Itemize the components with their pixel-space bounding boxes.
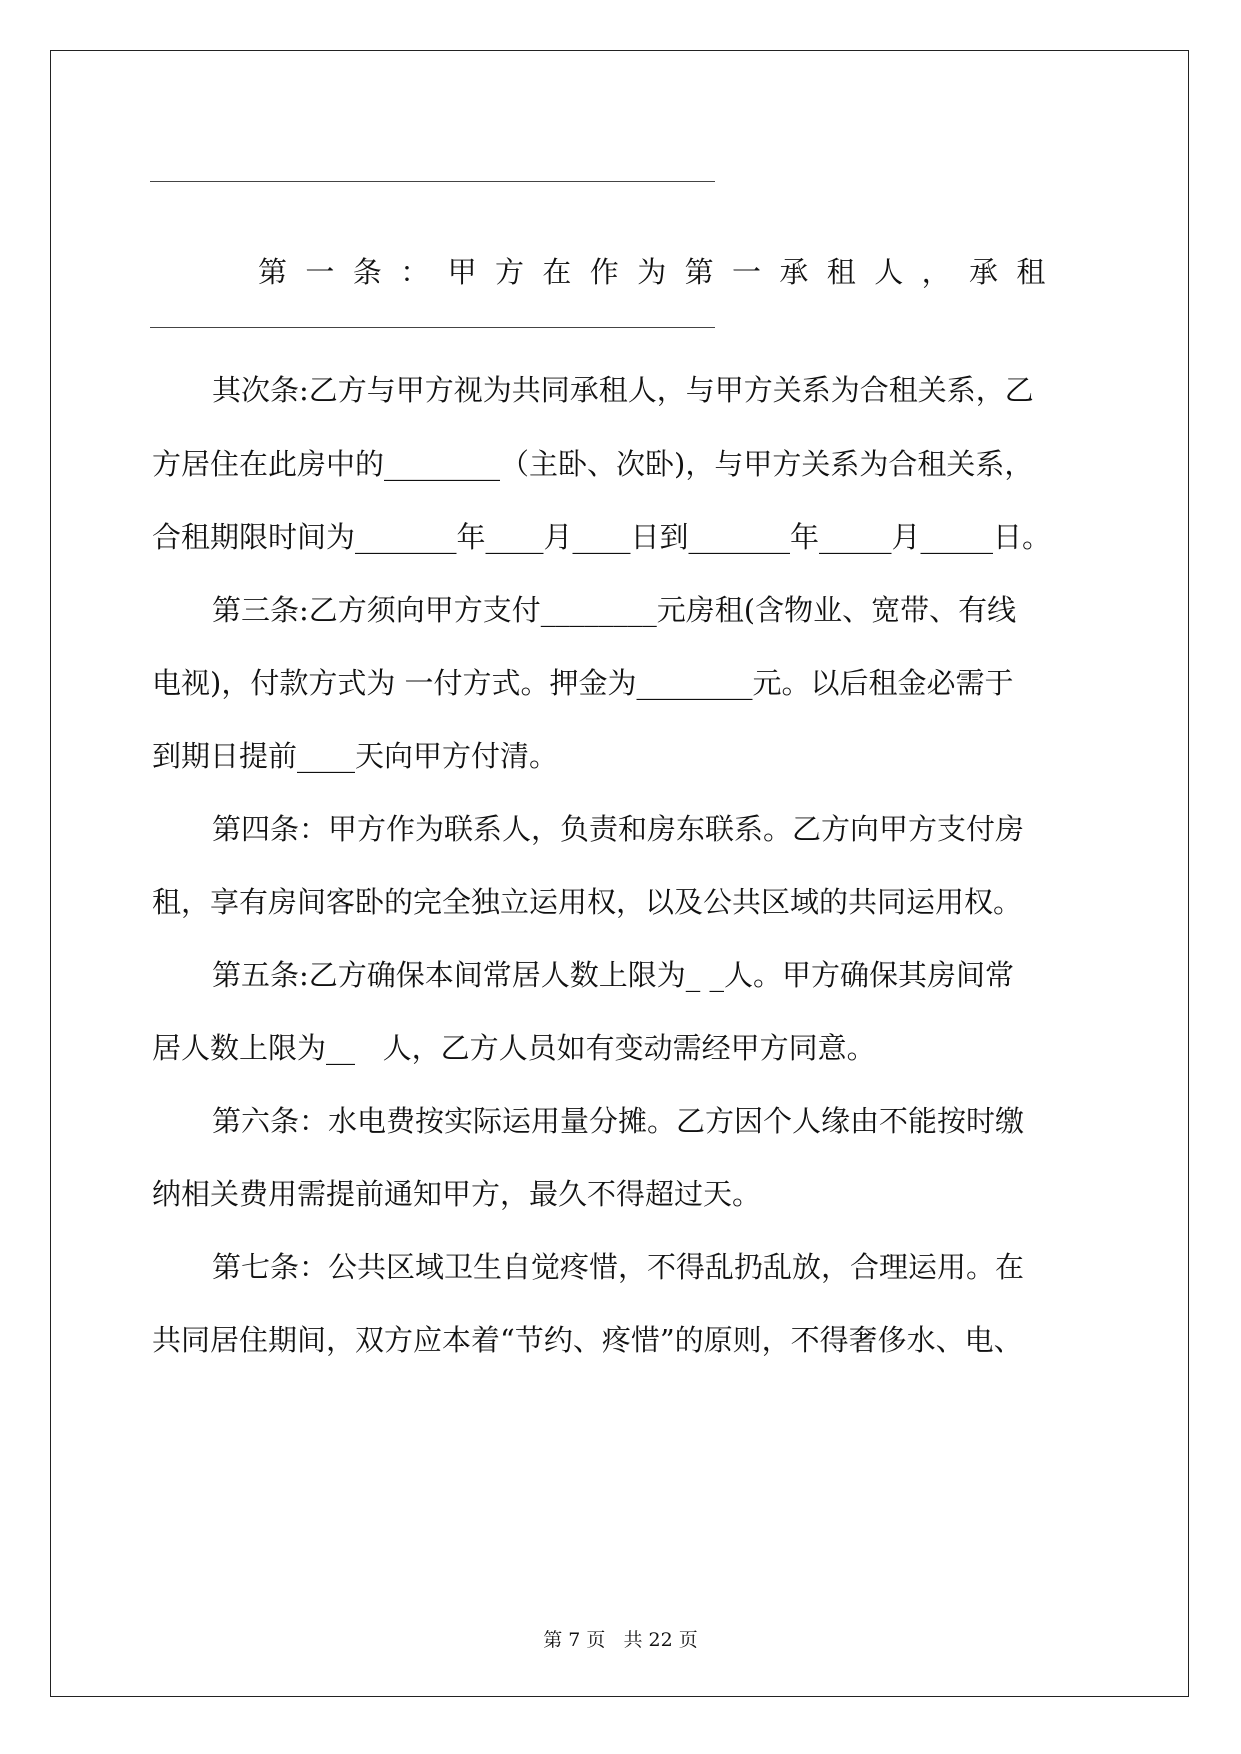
page-border <box>50 50 1189 1697</box>
article-2-line-3: 合租期限时间为_______年____月____日到_______年_____月_____日。 <box>152 520 1052 554</box>
article-3-line-3: 到期日提前____天向甲方付清。 <box>152 739 559 773</box>
article-4-line-1: 第四条：甲方作为联系人，负责和房东联系。乙方向甲方支付房 <box>212 812 1025 846</box>
blank-line-article-1 <box>150 327 715 328</box>
article-3-line-2: 电视)，付款方式为 一付方式。押金为________元。以后租金必需于 <box>152 666 1014 700</box>
article-3-line-1: 第三条:乙方须向甲方支付________元房租(含物业、宽带、有线 <box>212 593 1017 627</box>
article-5-line-2: 居人数上限为__ 人，乙方人员如有变动需经甲方同意。 <box>152 1031 876 1065</box>
article-4-line-2: 租，享有房间客卧的完全独立运用权，以及公共区域的共同运用权。 <box>152 885 1023 919</box>
article-5-line-1: 第五条:乙方确保本间常居人数上限为_ _人。甲方确保其房间常 <box>212 958 1014 992</box>
article-2-line-2: 方居住在此房中的________（主卧、次卧)，与甲方关系为合租关系， <box>152 447 1034 481</box>
article-7-line-1: 第七条：公共区域卫生自觉疼惜，不得乱扔乱放，合理运用。在 <box>212 1250 1025 1284</box>
article-2-line-1: 其次条:乙方与甲方视为共同承租人，与甲方关系为合租关系，乙 <box>212 373 1034 407</box>
article-6-line-1: 第六条：水电费按实际运用量分摊。乙方因个人缘由不能按时缴 <box>212 1104 1025 1138</box>
article-7-line-2: 共同居住期间，双方应本着“节约、疼惜”的原则，不得奢侈水、电、 <box>152 1323 1023 1357</box>
article-6-line-2: 纳相关费用需提前通知甲方，最久不得超过天。 <box>152 1177 762 1211</box>
page-number-footer: 第 7 页 共 22 页 <box>543 1629 698 1651</box>
article-1: 第一条：甲方在作为第一承租人，承租 <box>258 255 1064 289</box>
blank-line-top <box>150 181 715 182</box>
